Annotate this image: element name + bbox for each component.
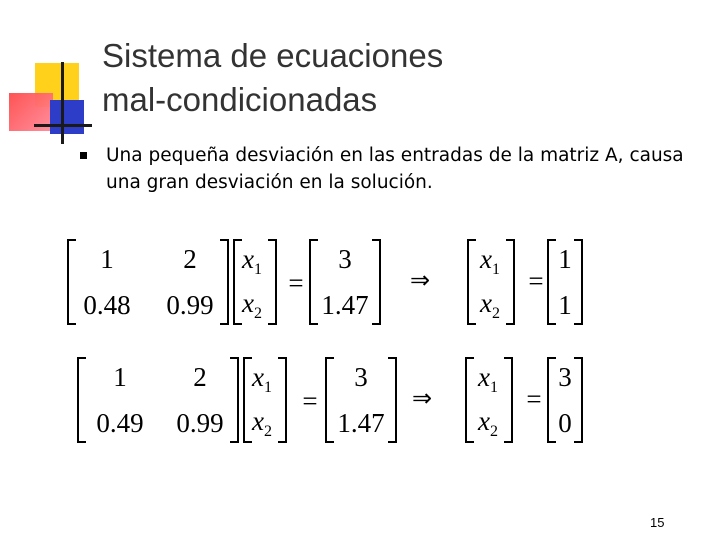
logo-decoration <box>0 0 100 150</box>
rhs-right-bracket <box>388 358 396 442</box>
rhs-left-bracket <box>326 358 334 442</box>
horizontal-line <box>34 124 92 127</box>
equals-sign: = <box>528 266 544 296</box>
solution-var-x2: $x_2$ <box>478 406 498 440</box>
solution-var-x1: $x_1$ <box>478 362 498 396</box>
rhs-left-bracket <box>310 240 318 324</box>
matrix-cell: 0.99 <box>166 290 214 320</box>
solution-left-bracket <box>548 358 556 442</box>
vertical-line <box>61 62 64 144</box>
solution-left-bracket <box>548 240 556 324</box>
rhs-cell: 3 <box>354 362 368 392</box>
var-x2: $x_2$ <box>252 406 272 440</box>
solution-cell: 1 <box>558 290 572 320</box>
page-number: 15 <box>650 515 665 530</box>
solution-vars-right-bracket <box>504 358 512 442</box>
solution-vars-right-bracket <box>506 240 514 324</box>
blue-square <box>50 100 84 134</box>
title-line-1: Sistema de ecuaciones <box>102 37 444 74</box>
vars-right-bracket <box>268 240 276 324</box>
vars-left-bracket <box>244 358 252 442</box>
matrix-cell: 2 <box>193 362 207 392</box>
title-line-2: mal-condicionadas <box>102 81 378 118</box>
equation-system-1 <box>60 232 600 332</box>
implies-arrow: ⇒ <box>411 386 433 412</box>
bullet-text: Una pequeña desviación en las entradas de la matriz A, causa una gran desviación en la solución. <box>106 145 684 193</box>
solution-var-x1: $x_1$ <box>480 244 500 278</box>
rhs-cell: 1.47 <box>321 290 369 320</box>
matrix-right-bracket <box>230 358 238 442</box>
matrix-right-bracket <box>220 240 228 324</box>
var-x2: $x_2$ <box>242 288 262 322</box>
matrix-cell: 1 <box>113 362 127 392</box>
equals-sign: = <box>302 386 318 416</box>
solution-var-x2: $x_2$ <box>480 288 500 322</box>
vars-right-bracket <box>278 358 286 442</box>
square-bullet-icon <box>80 152 87 159</box>
matrix-cell: 0.49 <box>96 408 144 438</box>
equals-sign: = <box>288 268 304 298</box>
solution-vars-left-bracket <box>468 240 476 324</box>
solution-cell: 1 <box>558 244 572 274</box>
matrix-cell: 0.48 <box>83 290 131 320</box>
rhs-right-bracket <box>372 240 380 324</box>
matrix-left-bracket <box>78 358 86 442</box>
solution-vars-left-bracket <box>466 358 474 442</box>
rhs-cell: 1.47 <box>337 408 385 438</box>
rhs-cell: 3 <box>338 244 352 274</box>
equation-system-2 <box>70 350 610 450</box>
solution-cell: 0 <box>558 408 572 438</box>
matrix-cell: 2 <box>183 244 197 274</box>
solution-right-bracket <box>574 358 582 442</box>
solution-right-bracket <box>574 240 582 324</box>
solution-cell: 3 <box>558 362 572 392</box>
matrix-cell: 0.99 <box>176 408 224 438</box>
slide-title <box>102 34 662 122</box>
implies-arrow: ⇒ <box>409 268 431 294</box>
var-x1: $x_1$ <box>252 362 272 396</box>
var-x1: $x_1$ <box>242 244 262 278</box>
matrix-left-bracket <box>68 240 76 324</box>
equals-sign: = <box>526 384 542 414</box>
vars-left-bracket <box>234 240 242 324</box>
matrix-cell: 1 <box>100 244 114 274</box>
